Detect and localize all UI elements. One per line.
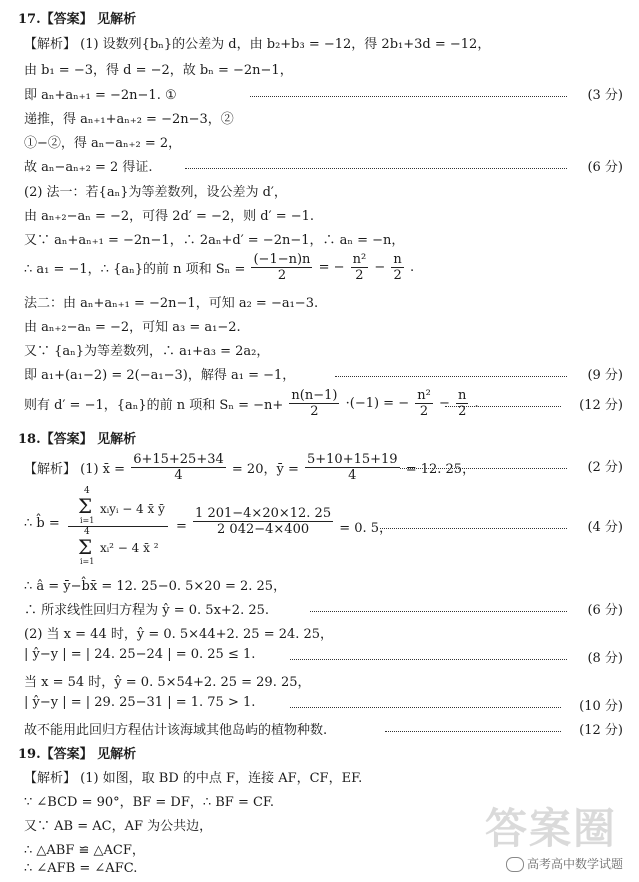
q18-score-8: (8 分) [587, 651, 623, 666]
q19-line-4-text: ∴ △ABF ≌ △ACF， [24, 843, 145, 858]
q18-line-5-text: (2) 当 x = 44 时，ŷ = 0. 5×44+2. 25 = 24. 25， [24, 627, 334, 642]
q19-line-3-text: 又∵ AB = AC，AF 为公共边， [24, 819, 213, 834]
leader-dots [400, 468, 567, 469]
q19-line-5-text: ∴ ∠AFB = ∠AFC. [24, 861, 138, 876]
leader-dots [310, 611, 567, 612]
fraction [456, 388, 468, 419]
q18-bhat-lead: ∴ b̂ = [24, 516, 60, 531]
watermark-caption-text: 高考高中数学试题 [526, 857, 623, 871]
q17-line-3-text: 即 aₙ+aₙ₊₁ = −2n−1. ① [24, 88, 177, 103]
sum-lower-limit: i=1 [80, 516, 95, 525]
q18-xbar-lead: 【解析】 (1) x̄ = [24, 462, 126, 477]
q19-line-2-text: ∵ ∠BCD = 90°，BF = DF，∴ BF = CF. [24, 795, 275, 810]
sigma-icon: Σ [78, 494, 93, 518]
fraction-denominator: 2 [277, 268, 287, 283]
fraction-denominator: 4 [348, 468, 357, 483]
fraction [131, 452, 226, 483]
q17-line-4-text: 递推，得 aₙ₊₁+aₙ₊₂ = −2n−3，② [24, 112, 234, 127]
q17-line-10-content [24, 252, 414, 283]
q18-score-2: (2 分) [587, 460, 623, 475]
fraction [289, 388, 339, 419]
q18-score-6: (6 分) [587, 603, 623, 618]
q18-score-12: (12 分) [579, 723, 623, 738]
q17-score-9: (9 分) [587, 368, 623, 383]
sum-numerator-expr: xᵢyᵢ − 4 x̄ ȳ [100, 502, 165, 516]
fraction-denominator: 4 [174, 468, 183, 483]
fraction [351, 252, 369, 283]
q17-sum2-end: . [474, 396, 479, 411]
fraction-numerator: n [393, 252, 402, 267]
q17-sum-minus: − [374, 260, 386, 275]
fraction [251, 252, 312, 283]
q17-line-13-text: 又∵ {aₙ}为等差数列，∴ a₁+a₃ = 2a₂， [24, 344, 270, 359]
q17-score-3: (3 分) [587, 88, 623, 103]
fraction [193, 506, 333, 537]
q17-line-1-text: 【解析】 (1) 设数列{bₙ}的公差为 d，由 b₂+b₃ = −12，得 2b₁+3d = −12， [24, 37, 491, 52]
q18-line-8-text: | ŷ−y | = | 29. 25−31 | = 1. 75 > 1. [24, 695, 256, 710]
q18-ybar-lead: = 20，ȳ = [231, 462, 299, 477]
sum-lower-limit: i=1 [80, 557, 95, 566]
q18-score-10: (10 分) [579, 699, 623, 714]
sum-fraction [68, 488, 168, 567]
q19-line-1-text: 【解析】 (1) 如图，取 BD 的中点 F，连接 AF，CF，EF. [24, 771, 363, 786]
fraction-numerator: n [458, 388, 467, 403]
q18-bhat-eq: = [176, 519, 187, 534]
fraction-numerator: (−1−n)n [253, 252, 311, 267]
q17-line-9-text: 又∵ aₙ+aₙ₊₁ = −2n−1，∴ 2aₙ+d′ = −2n−1，∴ aₙ = −n， [24, 233, 405, 248]
watermark [437, 796, 627, 876]
q17-line-5-text: ①−②，得 aₙ−aₙ₊₂ = 2， [24, 136, 182, 151]
sum-numerator [68, 488, 168, 527]
q17-sum2-mid: ·(−1) = − [345, 396, 410, 411]
fraction-denominator: 2 [419, 404, 429, 419]
q17-heading-text: 17.【答案】 见解析 [18, 12, 137, 27]
q17-sum-eq: = − [318, 260, 345, 275]
q17-line-12-text: 由 aₙ₊₂−aₙ = −2，可知 a₃ = a₁−2. [24, 320, 241, 335]
wechat-icon [506, 857, 524, 872]
fraction [415, 388, 433, 419]
leader-dots [185, 168, 567, 169]
fraction-denominator: 2 [393, 268, 402, 283]
q17-line-15-content [24, 388, 479, 419]
q18-line-3-text: ∴ â = ȳ−b̂x̄ = 12. 25−0. 5×20 = 2. 25， [24, 579, 287, 594]
q17-sum2-minus: − [438, 396, 450, 411]
fraction [305, 452, 400, 483]
fraction-denominator: 2 [310, 404, 319, 419]
fraction-numerator: n² [417, 388, 431, 403]
leader-dots [290, 659, 567, 660]
q17-line-6-text: 故 aₙ−aₙ₊₂ = 2 得证. [24, 160, 153, 175]
q17-line-2-text: 由 b₁ = −3，得 d = −2，故 bₙ = −2n−1， [24, 63, 293, 78]
leader-dots [335, 376, 567, 377]
q18-line-9-text: 故不能用此回归方程估计该海域其他岛屿的植物种数. [24, 723, 328, 738]
fraction-numerator: 5+10+15+19 [306, 452, 398, 467]
sum-upper-limit: 4 [84, 527, 90, 537]
q17-line-14-text: 即 a₁+(a₁−2) = 2(−a₁−3)，解得 a₁ = −1， [24, 368, 296, 383]
leader-dots [385, 731, 561, 732]
fraction-denominator: 2 [355, 268, 364, 283]
fraction-numerator: 1 201−4×20×12. 25 [195, 506, 332, 521]
sum-denominator [68, 527, 168, 567]
q18-line-7-text: 当 x = 54 时，ŷ = 0. 5×54+2. 25 = 29. 25， [24, 675, 311, 690]
sum-upper-limit: 4 [84, 486, 90, 496]
q18-ybar-value: = 12. 25， [405, 462, 476, 477]
fraction-numerator: 6+15+25+34 [133, 452, 224, 467]
fraction-denominator: 2 [458, 404, 467, 419]
watermark-logo-text: 答案圈 [484, 804, 617, 853]
sum-denominator-expr: xᵢ² − 4 x̄ ² [100, 541, 159, 555]
leader-dots [290, 707, 561, 708]
q17-score-12: (12 分) [579, 398, 623, 413]
q18-line-4-text: ∴ 所求线性回归方程为 ŷ = 0. 5x+2. 25. [24, 603, 270, 618]
q17-line-8-text: 由 aₙ₊₂−aₙ = −2，可得 2d′ = −2，则 d′ = −1. [24, 209, 315, 224]
q18-line-2 [0, 488, 639, 568]
fraction-numerator: n(n−1) [291, 388, 338, 403]
fraction-denominator: 2 042−4×400 [217, 522, 310, 537]
q17-line-7-text: (2) 法一：若{aₙ}为等差数列，设公差为 d′， [24, 185, 287, 200]
q17-sum2-lead: 则有 d′ = −1，{aₙ}的前 n 项和 Sₙ = −n+ [24, 398, 284, 413]
q18-line-6-text: | ŷ−y | = | 24. 25−24 | = 0. 25 ≤ 1. [24, 647, 256, 662]
q17-line-11-text: 法二：由 aₙ+aₙ₊₁ = −2n−1，可知 a₂ = −a₁−3. [24, 296, 319, 311]
leader-dots [380, 528, 567, 529]
watermark-caption [506, 855, 623, 872]
q19-heading-text: 19.【答案】 见解析 [18, 747, 137, 762]
leader-dots [250, 96, 567, 97]
q17-sum-end: . [409, 260, 415, 275]
q17-sum-lead: ∴ a₁ = −1，∴ {aₙ}的前 n 项和 Sₙ = [24, 262, 246, 277]
sigma-icon: Σ [78, 535, 93, 559]
fraction [391, 252, 403, 283]
q18-heading-text: 18.【答案】 见解析 [18, 432, 137, 447]
q17-score-6: (6 分) [587, 160, 623, 175]
q18-score-4: (4 分) [587, 520, 623, 535]
q18-bhat-value: = 0. 5， [339, 521, 393, 536]
fraction-numerator: n² [352, 252, 367, 267]
leader-dots [445, 406, 561, 407]
